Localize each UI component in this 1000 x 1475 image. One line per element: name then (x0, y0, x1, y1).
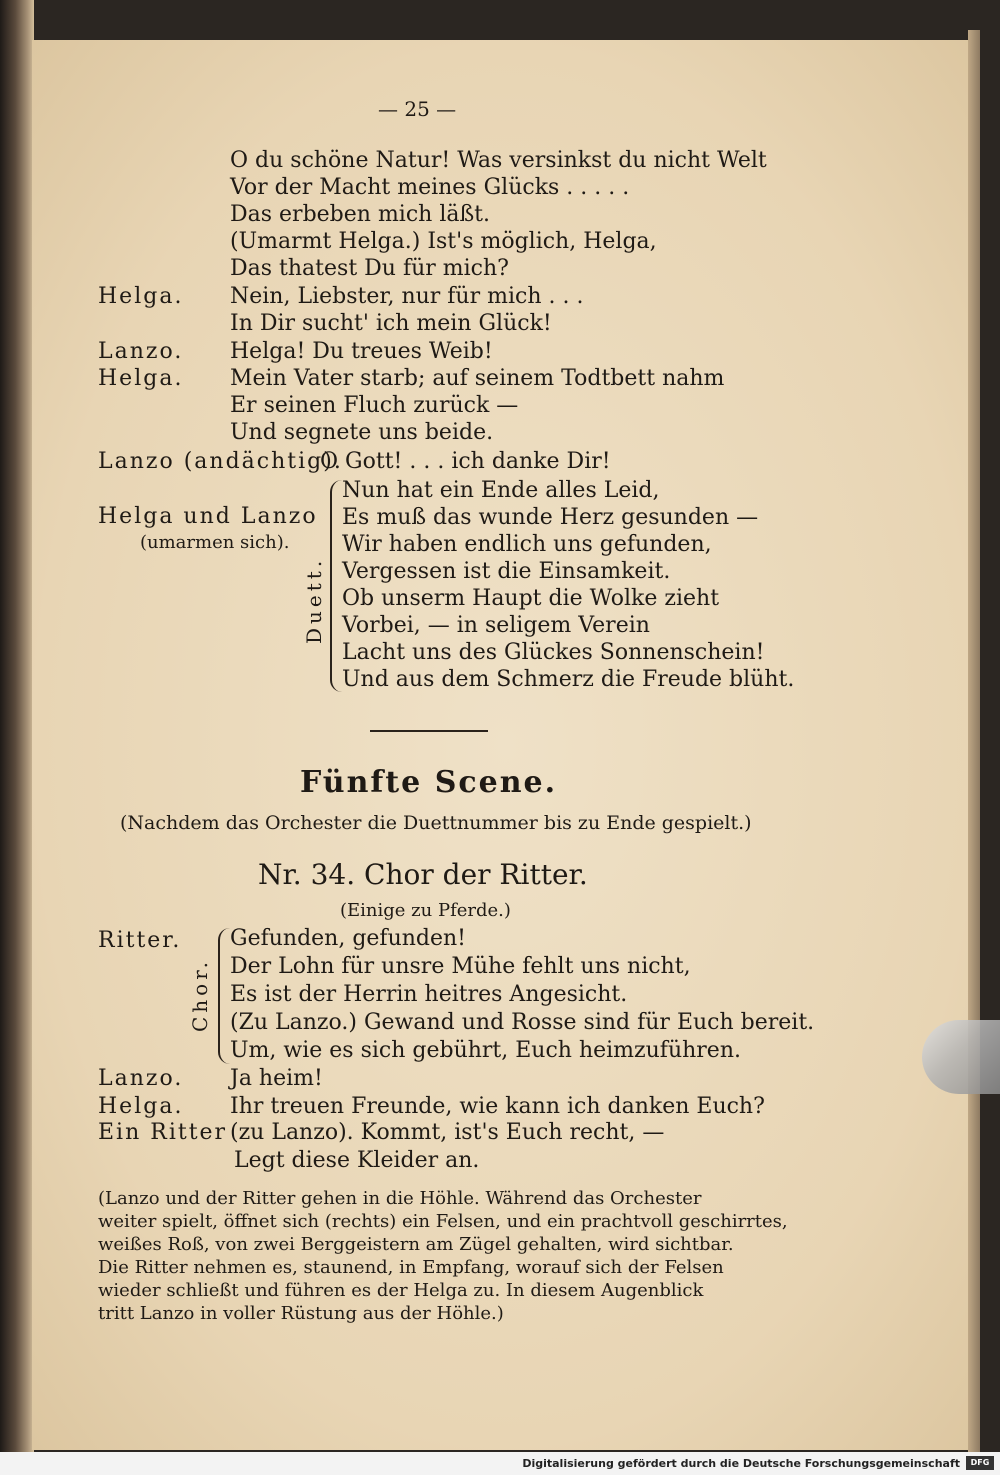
speaker-name: Ritter. (98, 928, 182, 953)
speaker-name: Lanzo. (98, 1066, 184, 1091)
chor-label: Chor. (188, 958, 212, 1032)
book-spine (0, 0, 34, 1475)
verse-line: Und segnete uns beide. (230, 420, 494, 445)
divider (370, 730, 488, 732)
verse-line: Legt diese Kleider an. (234, 1148, 480, 1173)
stage-direction-line: weiter spielt, öffnet sich (rechts) ein Felsen, und ein prachtvoll geschirrtes, (98, 1211, 788, 1232)
scene-direction: (Nachdem das Orchester die Duettnummer bis zu Ende gespielt.) (120, 812, 752, 834)
duet-line: Wir haben endlich uns gefunden, (342, 532, 712, 557)
verse-line: Nein, Liebster, nur für mich . . . (230, 284, 584, 309)
verse-line: Das erbeben mich läßt. (230, 202, 491, 227)
page-clip (922, 1020, 1000, 1094)
verse-line: O Gott! . . . ich danke Dir! (320, 449, 611, 474)
duet-line: Vorbei, — in seligem Verein (342, 613, 650, 638)
verse-line: In Dir sucht' ich mein Glück! (230, 311, 552, 336)
verse-line: Vor der Macht meines Glücks . . . . . (230, 175, 630, 200)
footer-bar (0, 1452, 1000, 1475)
page-number: — 25 — (378, 97, 457, 121)
stage-direction-line: tritt Lanzo in voller Rüstung aus der Höhle.) (98, 1303, 504, 1324)
chor-brace (218, 928, 230, 1064)
page-edge (968, 30, 980, 1460)
duet-line: Nun hat ein Ende alles Leid, (342, 478, 660, 503)
verse-line: O du schöne Natur! Was versinkst du nicht Welt (230, 148, 767, 173)
verse-line: (Umarmt Helga.) Ist's möglich, Helga, (230, 229, 657, 254)
duet-line: Vergessen ist die Einsamkeit. (342, 559, 671, 584)
duet-line: Ob unserm Haupt die Wolke zieht (342, 586, 720, 611)
scene-title: Fünfte Scene. (300, 765, 558, 800)
duet-line: Es muß das wunde Herz gesunden — (342, 505, 759, 530)
chor-line: Gefunden, gefunden! (230, 926, 467, 951)
chor-line: Es ist der Herrin heitres Angesicht. (230, 982, 628, 1007)
duet-line: Lacht uns des Glückes Sonnenschein! (342, 640, 765, 665)
verse-line: Helga! Du treues Weib! (230, 339, 493, 364)
chor-line: Um, wie es sich gebührt, Euch heimzuführen. (230, 1038, 741, 1063)
footer-text: Digitalisierung gefördert durch die Deutsche Forschungsgemeinschaft (522, 1457, 960, 1470)
speaker-name: Helga. (98, 366, 184, 391)
verse-line: Mein Vater starb; auf seinem Todtbett nahm (230, 366, 725, 391)
stage-direction-line: wieder schließt und führen es der Helga zu. In diesem Augenblick (98, 1280, 704, 1301)
duet-label: Duett. (302, 556, 326, 644)
duet-line: Und aus dem Schmerz die Freude blüht. (342, 667, 795, 692)
chor-line: Der Lohn für unsre Mühe fehlt uns nicht, (230, 954, 691, 979)
number-title: Nr. 34. Chor der Ritter. (258, 858, 588, 891)
verse-line: Ja heim! (230, 1066, 323, 1091)
verse-line: (zu Lanzo). Kommt, ist's Euch recht, — (230, 1120, 665, 1145)
number-direction: (Einige zu Pferde.) (340, 900, 511, 921)
verse-line: Das thatest Du für mich? (230, 256, 509, 281)
speaker-name: Ein Ritter (98, 1120, 228, 1145)
speaker-name: Lanzo (andächtig). (98, 449, 343, 474)
stage-direction-line: (Lanzo und der Ritter gehen in die Höhle. Während das Orchester (98, 1188, 702, 1209)
chor-line: (Zu Lanzo.) Gewand und Rosse sind für Euch bereit. (230, 1010, 815, 1035)
dfg-logo: DFG (966, 1456, 994, 1470)
speaker-name: Lanzo. (98, 339, 184, 364)
stage-direction-line: Die Ritter nehmen es, staunend, in Empfang, worauf sich der Felsen (98, 1257, 724, 1278)
verse-line: Ihr treuen Freunde, wie kann ich danken Euch? (230, 1094, 765, 1119)
speaker-name: Helga. (98, 1094, 184, 1119)
stage-direction-line: weißes Roß, von zwei Berggeistern am Zügel gehalten, wird sichtbar. (98, 1234, 734, 1255)
duet-brace (330, 480, 342, 692)
speaker-name: Helga. (98, 284, 184, 309)
speaker-name: Helga und Lanzo (98, 504, 318, 529)
verse-line: Er seinen Fluch zurück — (230, 393, 519, 418)
stage-direction: (umarmen sich). (140, 532, 290, 553)
